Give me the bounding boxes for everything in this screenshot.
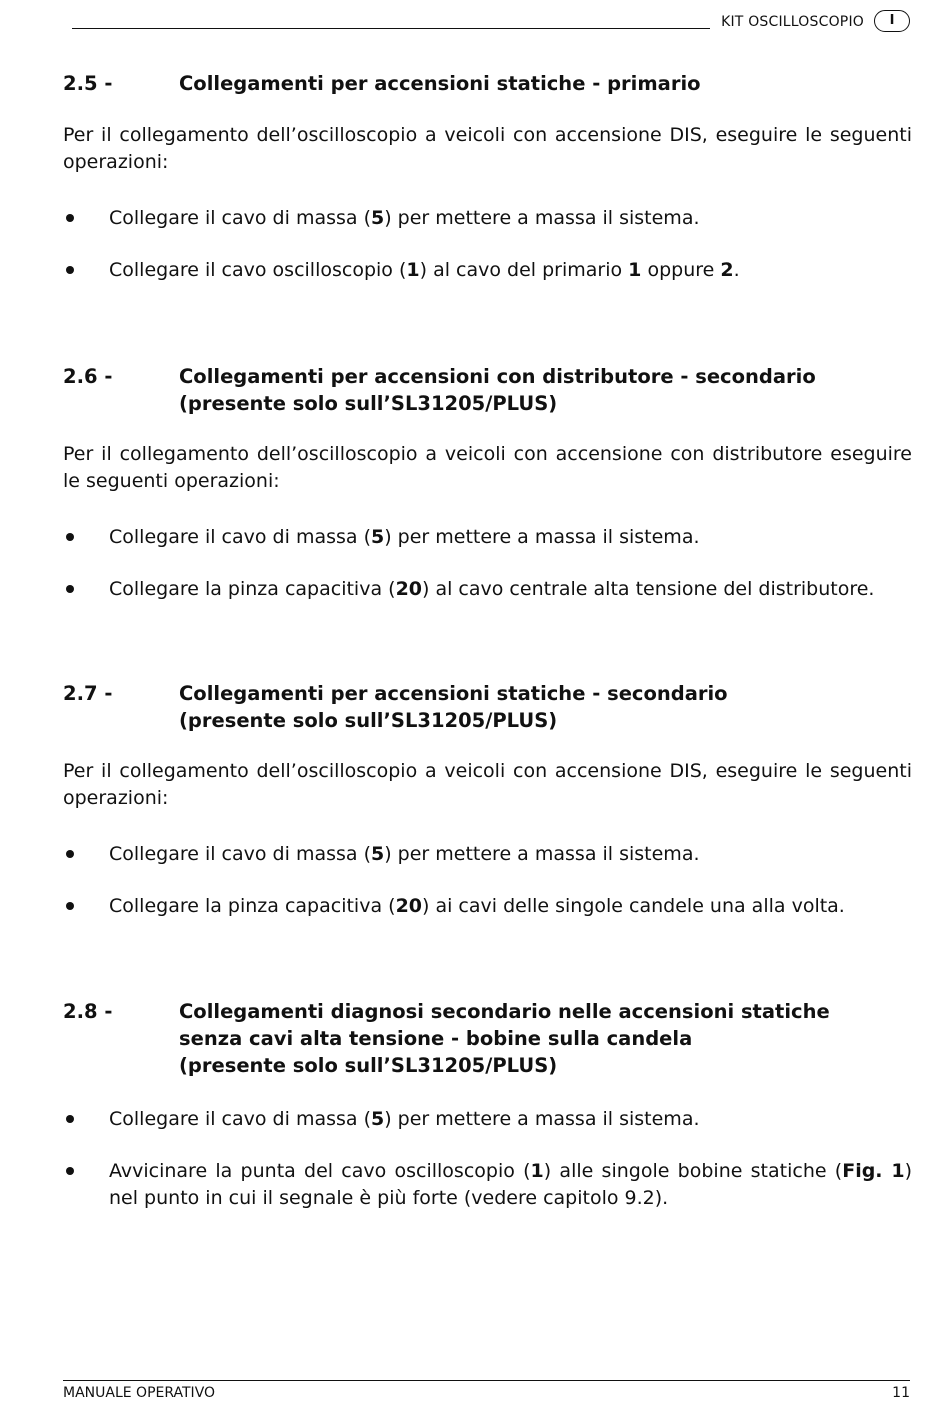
bullet-list xyxy=(63,841,912,920)
page-content xyxy=(63,70,912,1212)
section-title: Collegamenti per accensioni con distributore - secondario xyxy=(179,365,816,388)
section-heading xyxy=(63,680,912,734)
bullet-dot xyxy=(63,205,109,232)
page-header xyxy=(72,10,910,36)
bullet-dot xyxy=(63,841,109,868)
list-item: Collegare il cavo di massa (5) per mettere a massa il sistema. xyxy=(63,524,912,551)
list-item: Collegare il cavo di massa (5) per mettere a massa il sistema. xyxy=(63,205,912,232)
section-title-line2: senza cavi alta tensione - bobine sulla candela xyxy=(179,1027,693,1050)
section-number: 2.7 - xyxy=(63,682,113,705)
bullet-dot xyxy=(63,1158,109,1212)
section-2-7 xyxy=(63,680,912,998)
section-intro: Per il collegamento dell’oscilloscopio a veicoli con accensione con distributore eseguire le seguenti operazioni: xyxy=(63,443,912,492)
bullet-dot xyxy=(63,576,109,603)
list-item: Avvicinare la punta del cavo oscilloscopio (1) alle singole bobine statiche (Fig. 1) nel punto in cui il segnale è più forte (vedere capitolo 9.2). xyxy=(63,1158,912,1212)
header-title: KIT OSCILLOSCOPIO xyxy=(721,14,864,30)
section-title: Collegamenti per accensioni statiche - secondario xyxy=(179,682,728,705)
section-title: Collegamenti per accensioni statiche - primario xyxy=(179,72,701,95)
list-item: Collegare il cavo oscilloscopio (1) al cavo del primario 1 oppure 2. xyxy=(63,257,912,284)
section-number: 2.5 - xyxy=(63,72,113,95)
section-title: Collegamenti diagnosi secondario nelle accensioni statiche xyxy=(179,1000,830,1023)
section-2-5 xyxy=(63,70,912,340)
header-rule xyxy=(72,28,710,29)
footer-label: MANUALE OPERATIVO xyxy=(63,1385,216,1401)
section-number: 2.8 - xyxy=(63,1000,113,1023)
bullet-list xyxy=(63,1106,912,1212)
section-2-8 xyxy=(63,998,912,1212)
section-heading xyxy=(63,998,912,1079)
list-item: Collegare la pinza capacitiva (20) ai cavi delle singole candele una alla volta. xyxy=(63,893,912,920)
page-number: 11 xyxy=(892,1385,910,1401)
bullet-list xyxy=(63,524,912,603)
section-number: 2.6 - xyxy=(63,365,113,388)
bullet-dot xyxy=(63,257,109,284)
list-item: Collegare il cavo di massa (5) per mettere a massa il sistema. xyxy=(63,841,912,868)
section-intro: Per il collegamento dell’oscilloscopio a veicoli con accensione DIS, eseguire le seguenti operazioni: xyxy=(63,760,912,809)
section-subtitle: (presente solo sull’SL31205/PLUS) xyxy=(179,1054,558,1077)
section-heading xyxy=(63,363,912,417)
language-badge: I xyxy=(874,10,910,32)
bullet-list xyxy=(63,205,912,284)
section-intro: Per il collegamento dell’oscilloscopio a veicoli con accensione DIS, eseguire le seguenti operazioni: xyxy=(63,124,912,173)
section-2-6 xyxy=(63,363,912,680)
section-heading xyxy=(63,70,912,97)
bullet-dot xyxy=(63,524,109,551)
bullet-dot xyxy=(63,893,109,920)
section-subtitle: (presente solo sull’SL31205/PLUS) xyxy=(179,392,558,415)
bullet-dot xyxy=(63,1106,109,1133)
section-subtitle: (presente solo sull’SL31205/PLUS) xyxy=(179,709,558,732)
list-item: Collegare il cavo di massa (5) per mettere a massa il sistema. xyxy=(63,1106,912,1133)
list-item: Collegare la pinza capacitiva (20) al cavo centrale alta tensione del distributore. xyxy=(63,576,912,603)
page-footer xyxy=(63,1380,910,1401)
